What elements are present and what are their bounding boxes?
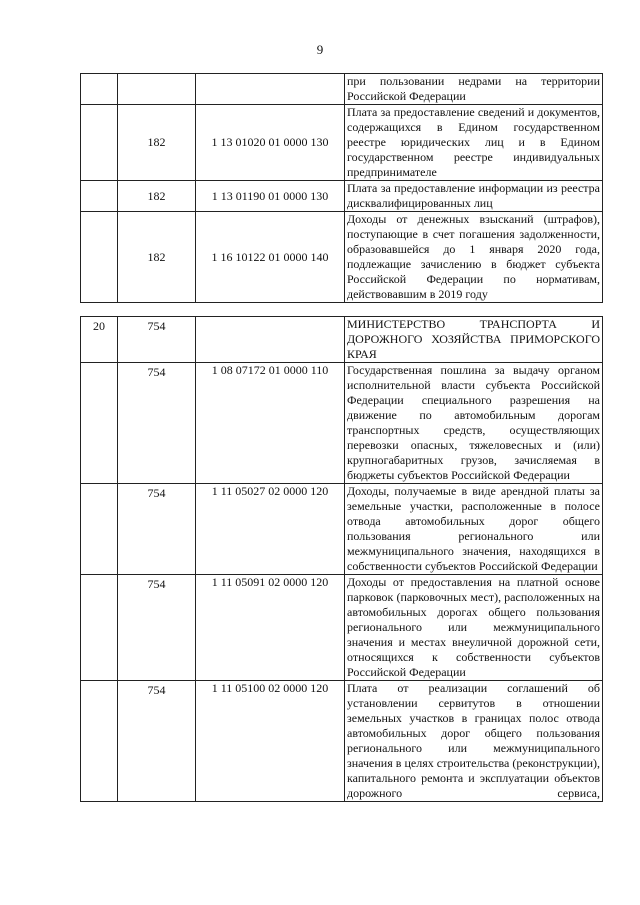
budget-code-cell: 1 08 07172 01 0000 110 [196, 363, 345, 484]
budget-code-cell: 1 16 10122 01 0000 140 [196, 212, 345, 303]
administrator-code-cell: 182 [118, 105, 196, 181]
revenue-description-cell: Государственная пошлина за выдачу органом исполнительной власти субъекта Российской Федерации специального разрешения на движение по автомобильным дорогам транспортных средств, осуществляющих перевозки опасных, тяжеловесных и (или) крупногабаритных грузов, зачисляемая в бюджеты субъектов Российской Федерации [345, 363, 603, 484]
row-number-cell [81, 105, 118, 181]
administrator-code-cell: 754 [118, 484, 196, 575]
row-number-cell [81, 575, 118, 681]
table-row [81, 181, 603, 212]
administrator-code-cell: 182 [118, 181, 196, 212]
administrator-code-cell: 754 [118, 317, 196, 363]
revenue-codes-table-continued [80, 73, 603, 303]
budget-code-cell: 1 11 05027 02 0000 120 [196, 484, 345, 575]
administrator-code-cell: 754 [118, 681, 196, 802]
budget-code-cell: 1 11 05100 02 0000 120 [196, 681, 345, 802]
revenue-description-cell: при пользовании недрами на территории Российской Федерации [345, 74, 603, 105]
ministry-revenue-codes-table [80, 316, 603, 802]
row-number-cell [81, 181, 118, 212]
table-row [81, 74, 603, 105]
budget-code-cell [196, 317, 345, 363]
table-row [81, 363, 603, 484]
row-number-cell [81, 484, 118, 575]
table-row [81, 681, 603, 802]
row-number-cell: 20 [81, 317, 118, 363]
ministry-header-row [81, 317, 603, 363]
page-number: 9 [316, 42, 324, 57]
budget-code-cell: 1 11 05091 02 0000 120 [196, 575, 345, 681]
row-number-cell [81, 74, 118, 105]
revenue-description-cell: Плата за предоставление информации из реестра дисквалифицированных лиц [345, 181, 603, 212]
administrator-code-cell: 754 [118, 575, 196, 681]
revenue-description-cell: Доходы, получаемые в виде арендной платы за земельные участки, расположенные в полосе отвода автомобильных дорог общего пользования регионального или межмуниципального значения, находящихся в собственности субъектов Российской Федерации [345, 484, 603, 575]
budget-code-cell [196, 74, 345, 105]
revenue-description-cell: Плата от реализации соглашений об установлении сервитутов в отношении земельных участков в границах полос отвода автомобильных дорог общего пользования регионального или межмуниципального значения в целях строительства (реконструкции), капитального ремонта и эксплуатации объектов дорожного сервиса, [345, 681, 603, 802]
table-row [81, 105, 603, 181]
table-row [81, 212, 603, 303]
administrator-code-cell: 182 [118, 212, 196, 303]
row-number-cell [81, 212, 118, 303]
revenue-description-cell: Плата за предоставление сведений и документов, содержащихся в Едином государственном реестре юридических лиц и в Едином государственном реестре индивидуальных предпринимателе [345, 105, 603, 181]
budget-code-cell: 1 13 01020 01 0000 130 [196, 105, 345, 181]
row-number-cell [81, 363, 118, 484]
budget-code-cell: 1 13 01190 01 0000 130 [196, 181, 345, 212]
revenue-description-cell: Доходы от предоставления на платной основе парковок (парковочных мест), расположенных на автомобильных дорогах общего пользования регионального или межмуниципального значения и местах внеуличной дорожной сети, относящихся к собственности субъектов Российской Федерации [345, 575, 603, 681]
ministry-name-cell: МИНИСТЕРСТВО ТРАНСПОРТА И ДОРОЖНОГО ХОЗЯЙСТВА ПРИМОРСКОГО КРАЯ [345, 317, 603, 363]
table-row [81, 575, 603, 681]
table-row [81, 484, 603, 575]
administrator-code-cell: 754 [118, 363, 196, 484]
revenue-description-cell: Доходы от денежных взысканий (штрафов), поступающие в счет погашения задолженности, образовавшейся до 1 января 2020 года, подлежащие зачислению в бюджет субъекта Российской Федерации по нормативам, действовавшим в 2019 году [345, 212, 603, 303]
row-number-cell [81, 681, 118, 802]
administrator-code-cell [118, 74, 196, 105]
